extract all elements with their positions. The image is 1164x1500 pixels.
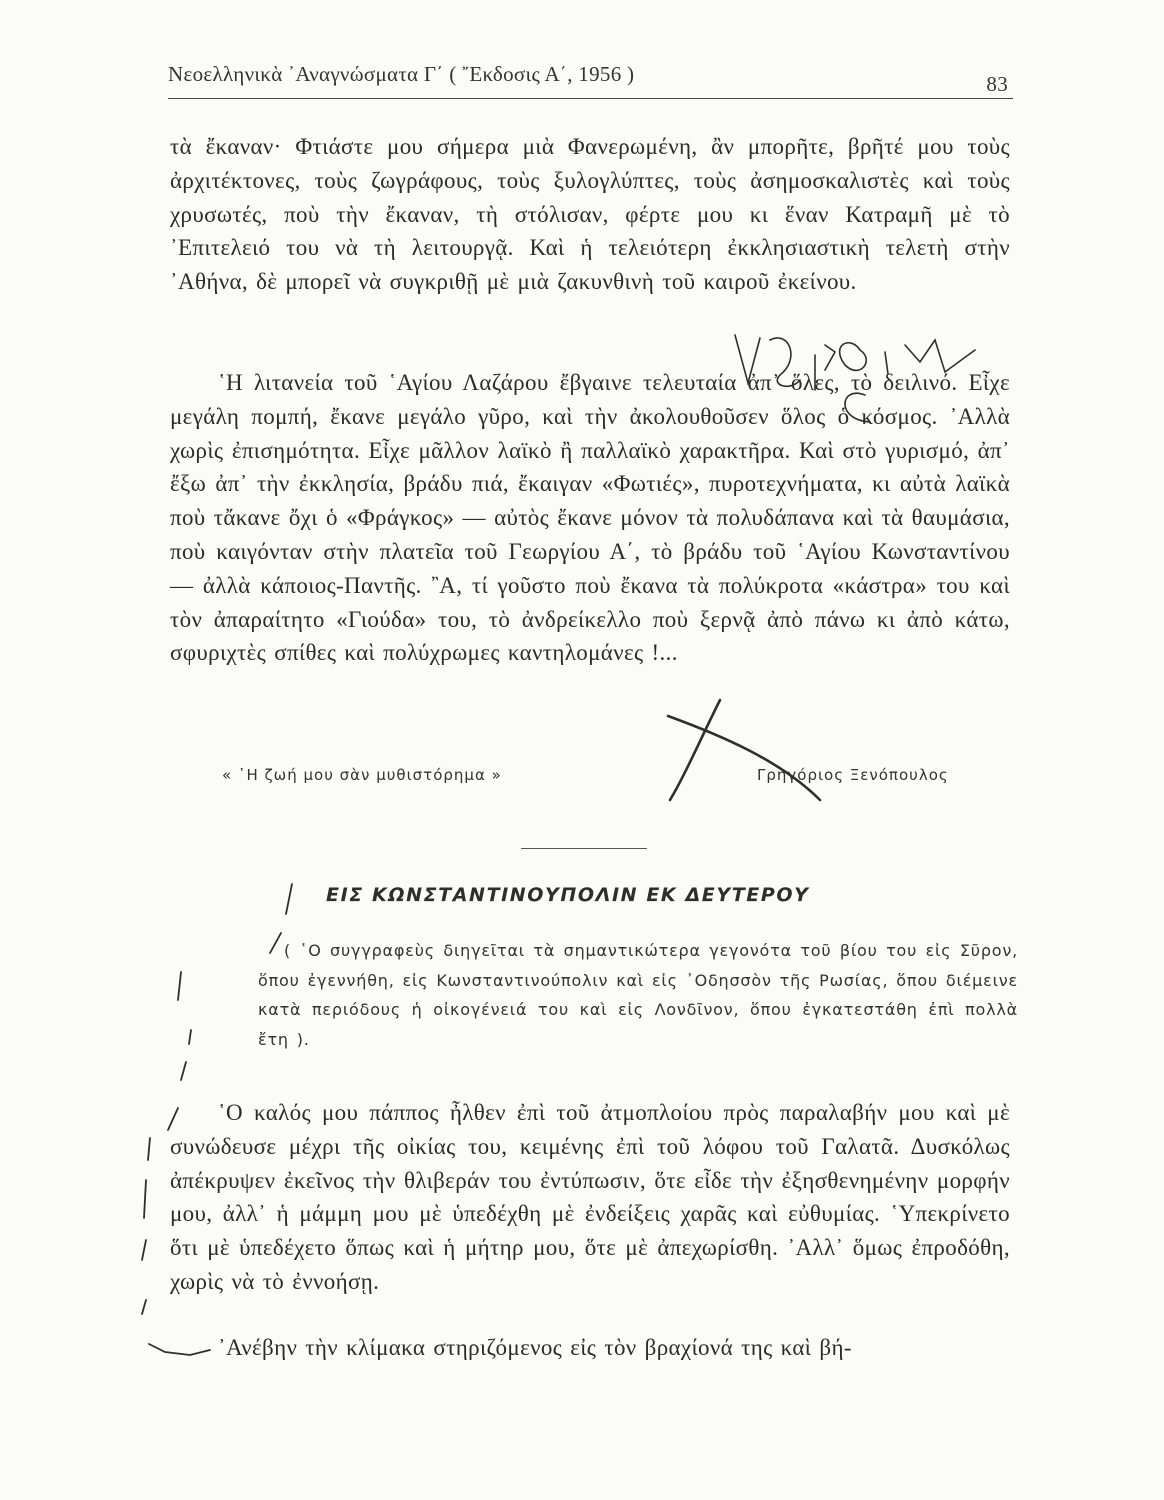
section-divider (521, 848, 647, 849)
running-header (168, 62, 1008, 96)
section-note: ( ῾Ο συγγραφεὺς διηγεῖται τὰ σημαντικώτερα γεγονότα τοῦ βίου του εἰς Σῦρον, ὅπου ἐγεννήθη, εἰς Κωνσταντινούπολιν καὶ εἰς ᾿Οδησσὸν τῆς Ρωσίας, ὅπου διέμεινε κατὰ περιόδους ἡ οἰκογένειά του καὶ εἰς Λονδῖνον, ὅπου ἐγκατεστάθη ἐπὶ πολλὰ ἔτη ). (258, 941, 1018, 1049)
page-number: 83 (986, 72, 1008, 96)
passage1-paragraph1: τὰ ἔκαναν· Φτιάστε μου σήμερα μιὰ Φανερωμένη, ἂν μπορῆτε, βρῆτέ μου τοὺς ἀρχιτέκτονες, τοὺς ζωγράφους, τοὺς ξυλογλύπτες, τοὺς ἀσημοσκαλιστὲς καὶ τοὺς χρυσωτές, ποὺ τὴν ἔκαναν, τὴ στόλισαν, φέρτε μου κι ἕναν Κατραμῆ μὲ τὸ ᾿Επιτελειό του νὰ τὴ λειτουργᾷ. Καὶ ἡ τελειότερη ἐκκλησιαστικὴ τελετὴ στὴν ᾿Αθήνα, δὲ μπορεῖ νὰ συγκριθῇ μὲ μιὰ ζακυνθινὴ τοῦ καιροῦ ἐκείνου. (170, 134, 1010, 295)
section-paragraph1: ῾Ο καλός μου πάππος ἦλθεν ἐπὶ τοῦ ἀτμοπλοίου πρὸς παραλαβήν μου καὶ μὲ συνώδευσε μέχρι τῆς οἰκίας του, κειμένης ἐπὶ τοῦ λόφου τοῦ Γαλατᾶ. Δυσκόλως ἀπέκρυψεν ἐκεῖνος τὴν θλιβεράν του ἐντύπωσιν, ὅτε εἶδε τὴν ἐξησθενημένην μορφήν μου, ἀλλ᾿ ἡ μάμμη μου μὲ ὑπεδέχθη μὲ ἐνδείξεις χαρᾶς καὶ εὐθυμίας. ῾Υπεκρίνετο ὅτι μὲ ὑπεδέχετο ὅπως καὶ ἡ μήτηρ μου, ὅτε μὲ ἀπεχωρίσθη. ᾿Αλλ᾿ ὅμως ἐπροδόθη, χωρὶς νὰ τὸ ἐννοήσῃ. (170, 1100, 1010, 1294)
pen-stroke-diagonal (670, 700, 720, 800)
author-signature: Γρηγόριος Ξενόπουλος (757, 766, 949, 784)
running-title: Νεοελληνικὰ ᾿Αναγνώσματα Γ΄ ( ῎Εκδοσις Α΄, 1956 ) (168, 62, 635, 86)
section-paragraph2: ᾿Ανέβην τὴν κλίμακα στηριζόμενος εἰς τὸν βραχίονά της καὶ βή- (218, 1335, 852, 1360)
header-rule (168, 98, 1013, 99)
section-title: ΕΙΣ ΚΩΝΣΤΑΝΤΙΝΟΥΠΟΛΙΝ ΕΚ ΔΕΥΤΕΡΟΥ (326, 884, 810, 906)
pen-stroke-horizontal (668, 716, 820, 800)
passage1-paragraph2: ῾Η λιτανεία τοῦ ῾Αγίου Λαζάρου ἔβγαινε τελευταία ἀπ᾿ ὅλες, τὸ δειλινό. Εἶχε μεγάλη πομπή, ἔκανε μεγάλο γῦρο, καὶ τὴν ἀκολουθοῦσεν ὅλος ὁ κόσμος. ᾿Αλλὰ χωρὶς ἐπισημότητα. Εἶχε μᾶλλον λαϊκὸ ἢ παλλαϊκὸ χαρακτῆρα. Καὶ στὸ γυρισμό, ἀπ᾿ ἔξω ἀπ᾿ τὴν ἐκκλησία, βράδυ πιά, ἔκαιγαν «Φωτιές», πυροτεχνήματα, κι αὐτὰ λαϊκὰ ποὺ τἄκανε ὄχι ὁ «Φράγκος» — αὐτὸς ἔκανε μόνον τὰ πολυδάπανα καὶ τὰ θαυμάσια, ποὺ καιγόνταν στὴν πλατεῖα τοῦ Γεωργίου Α΄, τὸ βράδυ τοῦ ῾Αγίου Κωνσταντίνου — ἀλλὰ κάποιος-Παντῆς. ῍Α, τί γοῦστο ποὺ ἔκανα τὰ πολύκροτα «κάστρα» του καὶ τὸν ἀπαραίτητο «Γιούδα» του, τὸ ἀνδρείκελλο ποὺ ξερνᾷ ἀπὸ πάνω κι ἀπὸ κάτω, σφυριχτὲς σπίθες καὶ πολύχρωμες καντηλομάνες !... (170, 370, 1010, 666)
source-citation: « ῾Η ζωή μου σὰν μυθιστόρημα » (222, 766, 502, 784)
